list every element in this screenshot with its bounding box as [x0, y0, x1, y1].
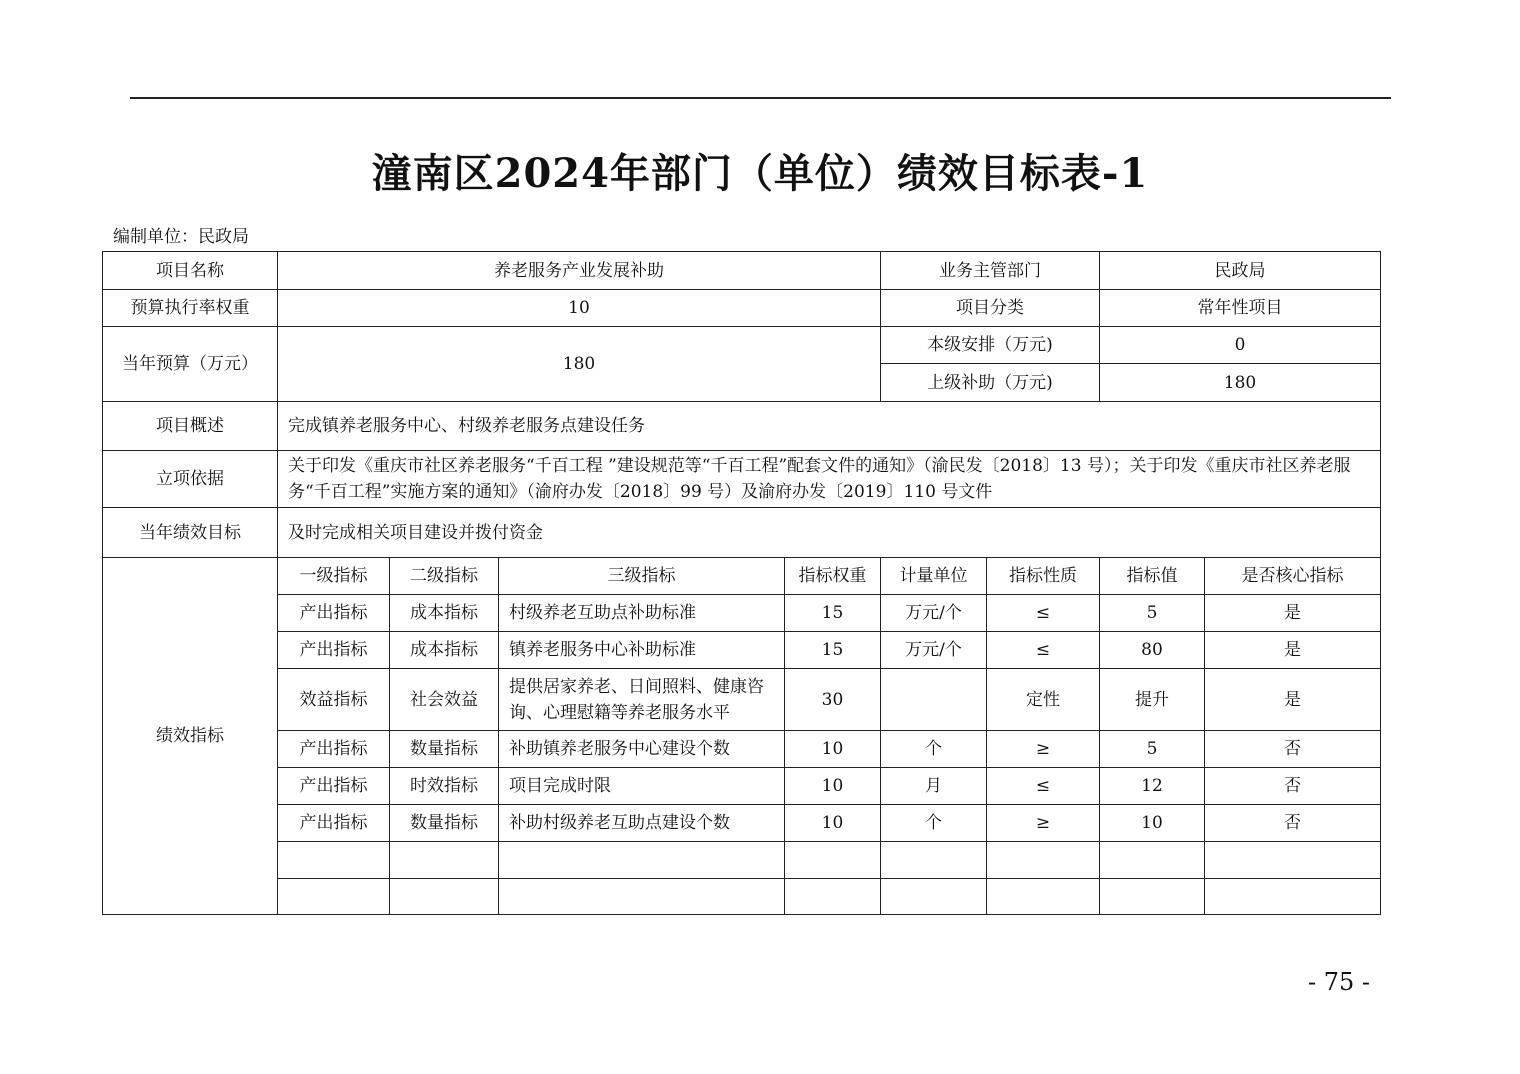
indicator-header-cell: 计量单位 [881, 558, 987, 595]
row-project-name [103, 252, 1381, 290]
indicator-cell [881, 669, 987, 731]
indicator-header-cell: 是否核心指标 [1205, 558, 1381, 595]
indicator-cell: 5 [1100, 731, 1205, 768]
indicator-cell: 社会效益 [390, 669, 499, 731]
header-rule [130, 97, 1391, 99]
indicator-cell [1205, 842, 1381, 879]
basis-label: 立项依据 [103, 451, 278, 508]
indicator-cell: 80 [1100, 632, 1205, 669]
indicator-cell: 补助村级养老互助点建设个数 [499, 805, 785, 842]
indicator-cell: ≥ [987, 731, 1100, 768]
local-label: 本级安排（万元) [881, 327, 1100, 364]
indicator-row [103, 879, 1381, 915]
indicator-header-cell: 三级指标 [499, 558, 785, 595]
indicator-cell: 成本指标 [390, 595, 499, 632]
indicator-row [103, 669, 1381, 731]
page-number: - 75 - [1308, 968, 1371, 996]
indicator-row [103, 595, 1381, 632]
indicator-cell: 10 [785, 768, 881, 805]
indicator-header-cell: 一级指标 [278, 558, 390, 595]
indicator-cell: 是 [1205, 595, 1381, 632]
indicator-cell [785, 879, 881, 915]
indicator-cell: 5 [1100, 595, 1205, 632]
indicator-cell: 万元/个 [881, 632, 987, 669]
goal-value: 及时完成相关项目建设并拨付资金 [278, 508, 1381, 558]
category-value: 常年性项目 [1100, 290, 1381, 327]
indicator-cell [1100, 879, 1205, 915]
indicator-row [103, 632, 1381, 669]
indicator-cell: 产出指标 [278, 595, 390, 632]
indicator-header-cell: 指标值 [1100, 558, 1205, 595]
superior-value: 180 [1100, 364, 1381, 402]
indicator-cell [1205, 879, 1381, 915]
row-basis [103, 451, 1381, 508]
project-name-value: 养老服务产业发展补助 [278, 252, 881, 290]
indicator-cell: 12 [1100, 768, 1205, 805]
indicator-cell: 产出指标 [278, 632, 390, 669]
row-goal [103, 508, 1381, 558]
indicator-cell: 村级养老互助点补助标准 [499, 595, 785, 632]
basis-value: 关于印发《重庆市社区养老服务“千百工程 ”建设规范等“千百工程”配套文件的通知》（渝民发〔2018〕13 号）；关于印发《重庆市社区养老服务“千百工程”实施方案的通知》（渝府办发〔2018〕99 号）及渝府办发〔2019〕110 号文件 [278, 451, 1381, 508]
indicator-cell: 是 [1205, 632, 1381, 669]
indicator-cell: 提供居家养老、日间照料、健康咨询、心理慰籍等养老服务水平 [499, 669, 785, 731]
indicator-cell: 月 [881, 768, 987, 805]
budget-label: 当年预算（万元） [103, 327, 278, 402]
indicator-cell: 补助镇养老服务中心建设个数 [499, 731, 785, 768]
performance-target-table [102, 251, 1381, 915]
indicator-header-cell: 指标权重 [785, 558, 881, 595]
overview-value: 完成镇养老服务中心、村级养老服务点建设任务 [278, 402, 1381, 451]
goal-label: 当年绩效目标 [103, 508, 278, 558]
row-overview [103, 402, 1381, 451]
indicator-cell [390, 879, 499, 915]
indicator-cell [1100, 842, 1205, 879]
indicator-header-cell: 指标性质 [987, 558, 1100, 595]
indicator-cell [278, 879, 390, 915]
indicator-cell: ≤ [987, 595, 1100, 632]
indicators-label: 绩效指标 [103, 558, 278, 915]
indicator-cell: 产出指标 [278, 731, 390, 768]
indicator-header-cell: 二级指标 [390, 558, 499, 595]
indicator-cell: 产出指标 [278, 805, 390, 842]
indicator-cell: 30 [785, 669, 881, 731]
indicator-cell: 成本指标 [390, 632, 499, 669]
indicator-row [103, 842, 1381, 879]
indicator-cell: 个 [881, 731, 987, 768]
indicator-row [103, 731, 1381, 768]
indicator-cell: 否 [1205, 731, 1381, 768]
compiling-unit: 编制单位：民政局 [113, 227, 249, 247]
row-budget [103, 327, 1381, 364]
indicator-row [103, 768, 1381, 805]
local-value: 0 [1100, 327, 1381, 364]
indicator-cell [881, 879, 987, 915]
indicator-cell: 10 [785, 805, 881, 842]
dept-label: 业务主管部门 [881, 252, 1100, 290]
indicator-cell: 镇养老服务中心补助标准 [499, 632, 785, 669]
indicator-cell: 数量指标 [390, 731, 499, 768]
indicator-cell: ≥ [987, 805, 1100, 842]
indicator-cell [881, 842, 987, 879]
project-name-label: 项目名称 [103, 252, 278, 290]
indicator-cell: 万元/个 [881, 595, 987, 632]
indicator-cell [987, 842, 1100, 879]
indicator-cell [499, 879, 785, 915]
superior-label: 上级补助（万元) [881, 364, 1100, 402]
indicator-cell: 定性 [987, 669, 1100, 731]
indicator-cell: 提升 [1100, 669, 1205, 731]
indicator-cell: 产出指标 [278, 768, 390, 805]
row-weight [103, 290, 1381, 327]
indicator-cell: 效益指标 [278, 669, 390, 731]
indicator-cell: ≤ [987, 632, 1100, 669]
indicator-cell: 是 [1205, 669, 1381, 731]
indicator-cell: 15 [785, 632, 881, 669]
indicator-cell [390, 842, 499, 879]
indicator-cell: 否 [1205, 805, 1381, 842]
indicator-cell: 时效指标 [390, 768, 499, 805]
indicator-cell: 10 [785, 731, 881, 768]
weight-value: 10 [278, 290, 881, 327]
budget-value: 180 [278, 327, 881, 402]
indicator-header-row [103, 558, 1381, 595]
indicator-cell [987, 879, 1100, 915]
document-title: 潼南区2024年部门（单位）绩效目标表-1 [371, 150, 1149, 197]
weight-label: 预算执行率权重 [103, 290, 278, 327]
dept-value: 民政局 [1100, 252, 1381, 290]
indicator-cell: 数量指标 [390, 805, 499, 842]
indicator-cell: 15 [785, 595, 881, 632]
indicator-cell: 个 [881, 805, 987, 842]
indicator-cell: 项目完成时限 [499, 768, 785, 805]
indicator-cell [499, 842, 785, 879]
indicator-cell: ≤ [987, 768, 1100, 805]
indicator-cell: 否 [1205, 768, 1381, 805]
indicator-row [103, 805, 1381, 842]
indicator-cell [278, 842, 390, 879]
indicator-cell: 10 [1100, 805, 1205, 842]
indicator-cell [785, 842, 881, 879]
category-label: 项目分类 [881, 290, 1100, 327]
overview-label: 项目概述 [103, 402, 278, 451]
